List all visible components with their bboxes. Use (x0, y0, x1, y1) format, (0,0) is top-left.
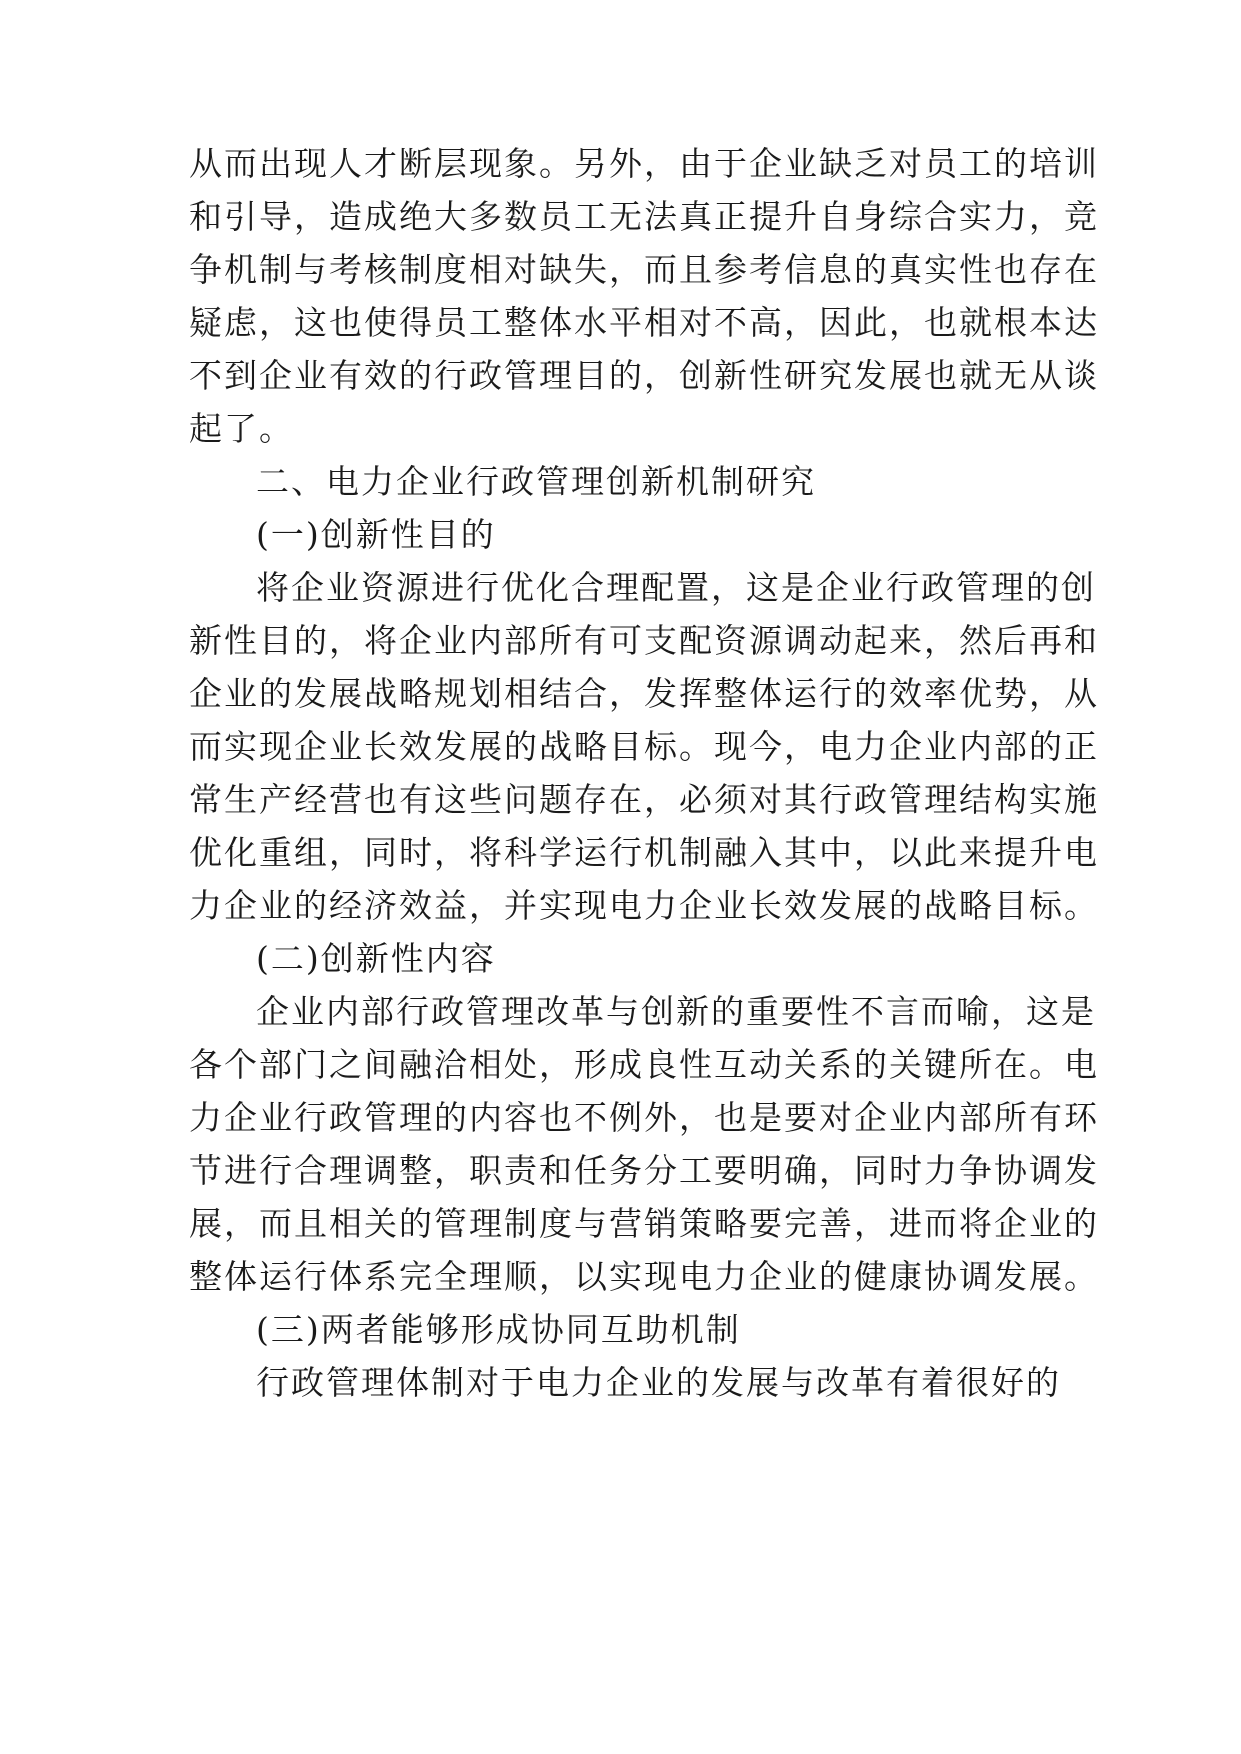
paragraph-line: 不到企业有效的行政管理目的，创新性研究发展也就无从谈 (189, 356, 1099, 395)
paragraph-line: 展，而且相关的管理制度与营销策略要完善，进而将企业的 (189, 1204, 1099, 1243)
paragraph-line: 各个部门之间融洽相处，形成良性互动关系的关键所在。电 (189, 1045, 1099, 1084)
paragraph-line: 争机制与考核制度相对缺失，而且参考信息的真实性也存在 (189, 250, 1099, 289)
paragraph-line: 企业内部行政管理改革与创新的重要性不言而喻，这是 (256, 992, 1096, 1031)
paragraph-line: 从而出现人才断层现象。另外，由于企业缺乏对员工的培训 (189, 144, 1099, 183)
subsection-heading: (三)两者能够形成协同互助机制 (256, 1310, 741, 1349)
paragraph-line: 力企业行政管理的内容也不例外，也是要对企业内部所有环 (189, 1098, 1099, 1137)
paragraph-line: 新性目的，将企业内部所有可支配资源调动起来，然后再和 (189, 621, 1099, 660)
section-heading: 二、电力企业行政管理创新机制研究 (256, 462, 816, 501)
paragraph-line: 力企业的经济效益，并实现电力企业长效发展的战略目标。 (189, 886, 1099, 925)
subsection-heading: (二)创新性内容 (256, 939, 496, 978)
paragraph-line: 而实现企业长效发展的战略目标。现今，电力企业内部的正 (189, 727, 1099, 766)
paragraph-line: 起了。 (189, 409, 294, 448)
paragraph-line: 和引导，造成绝大多数员工无法真正提升自身综合实力，竞 (189, 197, 1099, 236)
paragraph-line: 行政管理体制对于电力企业的发展与改革有着很好的 (256, 1363, 1061, 1402)
paragraph-line: 企业的发展战略规划相结合，发挥整体运行的效率优势，从 (189, 674, 1099, 713)
paragraph-line: 优化重组，同时，将科学运行机制融入其中，以此来提升电 (189, 833, 1099, 872)
subsection-heading: (一)创新性目的 (256, 515, 496, 554)
paragraph-line: 疑虑，这也使得员工整体水平相对不高，因此，也就根本达 (189, 303, 1099, 342)
paragraph-line: 常生产经营也有这些问题存在，必须对其行政管理结构实施 (189, 780, 1099, 819)
paragraph-line: 整体运行体系完全理顺，以实现电力企业的健康协调发展。 (189, 1257, 1099, 1296)
paragraph-line: 将企业资源进行优化合理配置，这是企业行政管理的创 (256, 568, 1096, 607)
paragraph-line: 节进行合理调整，职责和任务分工要明确，同时力争协调发 (189, 1151, 1099, 1190)
